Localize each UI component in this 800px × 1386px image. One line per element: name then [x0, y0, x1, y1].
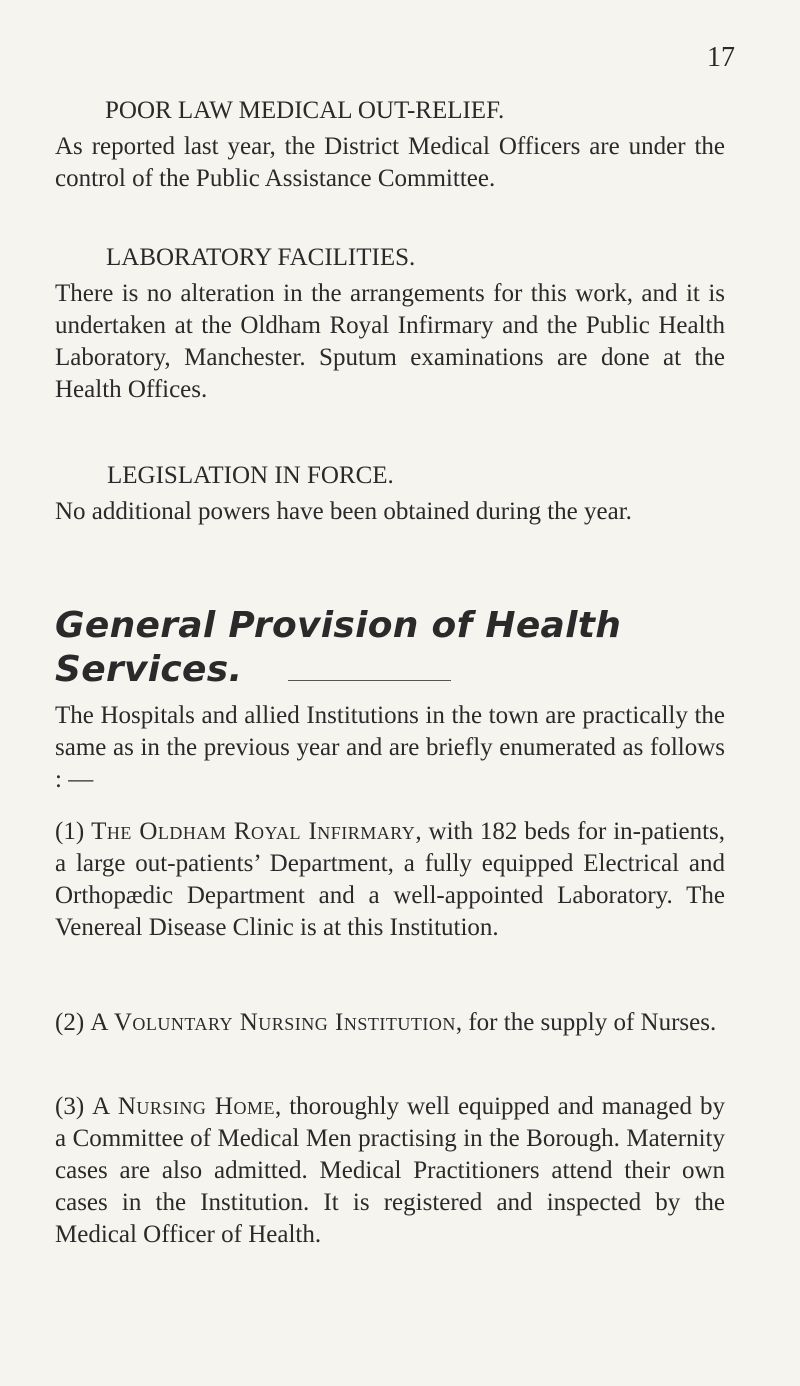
- item-text: , for the supply of Nurses.: [455, 1009, 717, 1036]
- section-heading-poor-law: POOR LAW MEDICAL OUT-RELIEF.: [105, 97, 505, 124]
- item-number: (3): [55, 1093, 85, 1120]
- institution-name: A Voluntary Nursing Institution: [90, 1009, 456, 1036]
- item-number: (1): [55, 818, 85, 845]
- list-item-3: [55, 1091, 725, 1251]
- list-item-2: [55, 1007, 725, 1039]
- section-heading-legislation: LEGISLATION IN FORCE.: [107, 462, 394, 489]
- paragraph-poor-law: As reported last year, the District Medical Officers are under the control of the Public Assistance Committee.: [55, 133, 725, 192]
- item-text: , thoroughly well equipped and managed by a Committee of Medical Men practising in the Borough. Maternity cases are also admitted. Medical Practitioners attend their own cases in the Institution. It is registered and inspected by the Medical Officer of Health.: [55, 1093, 726, 1248]
- general-provision-title: General Provision of Health Services.: [55, 605, 622, 690]
- paragraph-legislation: No additional powers have been obtained during the year.: [55, 498, 632, 525]
- item-number: (2): [55, 1009, 85, 1036]
- institution-name: A Nursing Home: [92, 1093, 275, 1120]
- item-text: , with 182 beds for in-patients, a large out-patients’ Department, a fully equipped Electrical and Orthopædic Department and a well-appointed Laboratory. The Venereal Disease Clinic is at this Institution.: [55, 818, 726, 941]
- title-divider: [288, 680, 451, 681]
- institution-name: The Oldham Royal Infirmary: [91, 818, 416, 845]
- paragraph-laboratory: There is no alteration in the arrangements for this work, and it is undertaken at the Oldham Royal Infirmary and the Public Health Laboratory, Manchester. Sputum examinations are done at the Health Offices.: [55, 280, 725, 403]
- paragraph-intro: The Hospitals and allied Institutions in the town are practically the same as in the previous year and are briefly enumerated as follows : —: [55, 702, 725, 793]
- list-item-1: [55, 816, 725, 944]
- section-heading-laboratory: LABORATORY FACILITIES.: [106, 244, 416, 271]
- page-number: 17: [707, 42, 735, 73]
